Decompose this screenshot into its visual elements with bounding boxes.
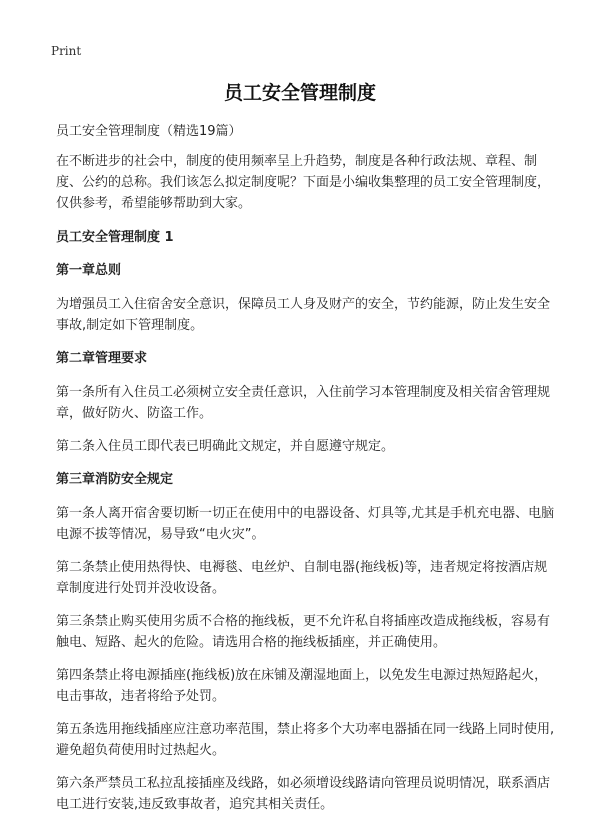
- chapter-3-article-5: 第五条选用拖线插座应注意功率范围，禁止将多个大功率电器插在同一线路上同时使用,避免超负荷使用时过热起火。: [56, 722, 555, 758]
- chapter-heading-3: 第三章消防安全规定: [56, 472, 174, 487]
- section-title: 员工安全管理制度 1: [56, 230, 174, 245]
- intro-paragraph: 在不断进步的社会中，制度的使用频率呈上升趋势，制度是各种行政法规、章程、制度、公约的总称。我们该怎么拟定制度呢？下面是小编收集整理的员工安全管理制度，仅供参考，希望能够帮助到大家。: [56, 154, 551, 211]
- document-subtitle: 员工安全管理制度（精选19篇）: [56, 124, 242, 139]
- document-body: [56, 121, 556, 827]
- chapter-2-article-1: 第一条所有入住员工必须树立安全责任意识，入住前学习本管理制度及相关宿舍管理规章，做好防火、防盗工作。: [56, 385, 551, 421]
- chapter-3-article-2: 第二条禁止使用热得快、电褥毯、电丝炉、自制电器(拖线板)等，违者规定将按酒店规章制度进行处罚并没收设备。: [56, 560, 548, 596]
- chapter-3-article-1: 第一条人离开宿舍要切断一切正在使用中的电器设备、灯具等,尤其是手机充电器、电脑电源不拔等情况，易导致“电火灾”。: [56, 506, 555, 542]
- chapter-2-article-2: 第二条入住员工即代表已明确此文规定，并自愿遵守规定。: [56, 439, 395, 454]
- chapter-heading-2: 第二章管理要求: [56, 351, 148, 366]
- chapter-3-article-4: 第四条禁止将电源插座(拖线板)放在床铺及潮湿地面上，以免发生电源过热短路起火，电击事故，违者将给予处罚。: [56, 668, 548, 704]
- chapter-1-paragraph: 为增强员工入住宿舍安全意识，保障员工人身及财产的安全，节约能源，防止发生安全事故,制定如下管理制度。: [56, 297, 551, 333]
- page-title: 员工安全管理制度: [223, 82, 376, 104]
- print-link[interactable]: Print: [51, 44, 82, 58]
- chapter-heading-1: 第一章总则: [56, 263, 122, 278]
- chapter-3-article-3: 第三条禁止购买使用劣质不合格的拖线板，更不允许私自将插座改造成拖线板，容易有触电、短路、起火的危险。请选用合格的拖线板插座，并正确使用。: [56, 614, 551, 650]
- chapter-3-article-6: 第六条严禁员工私拉乱接插座及线路，如必须增设线路请向管理员说明情况，联系酒店电工进行安装,违反致事故者，追究其相关责任。: [56, 776, 551, 812]
